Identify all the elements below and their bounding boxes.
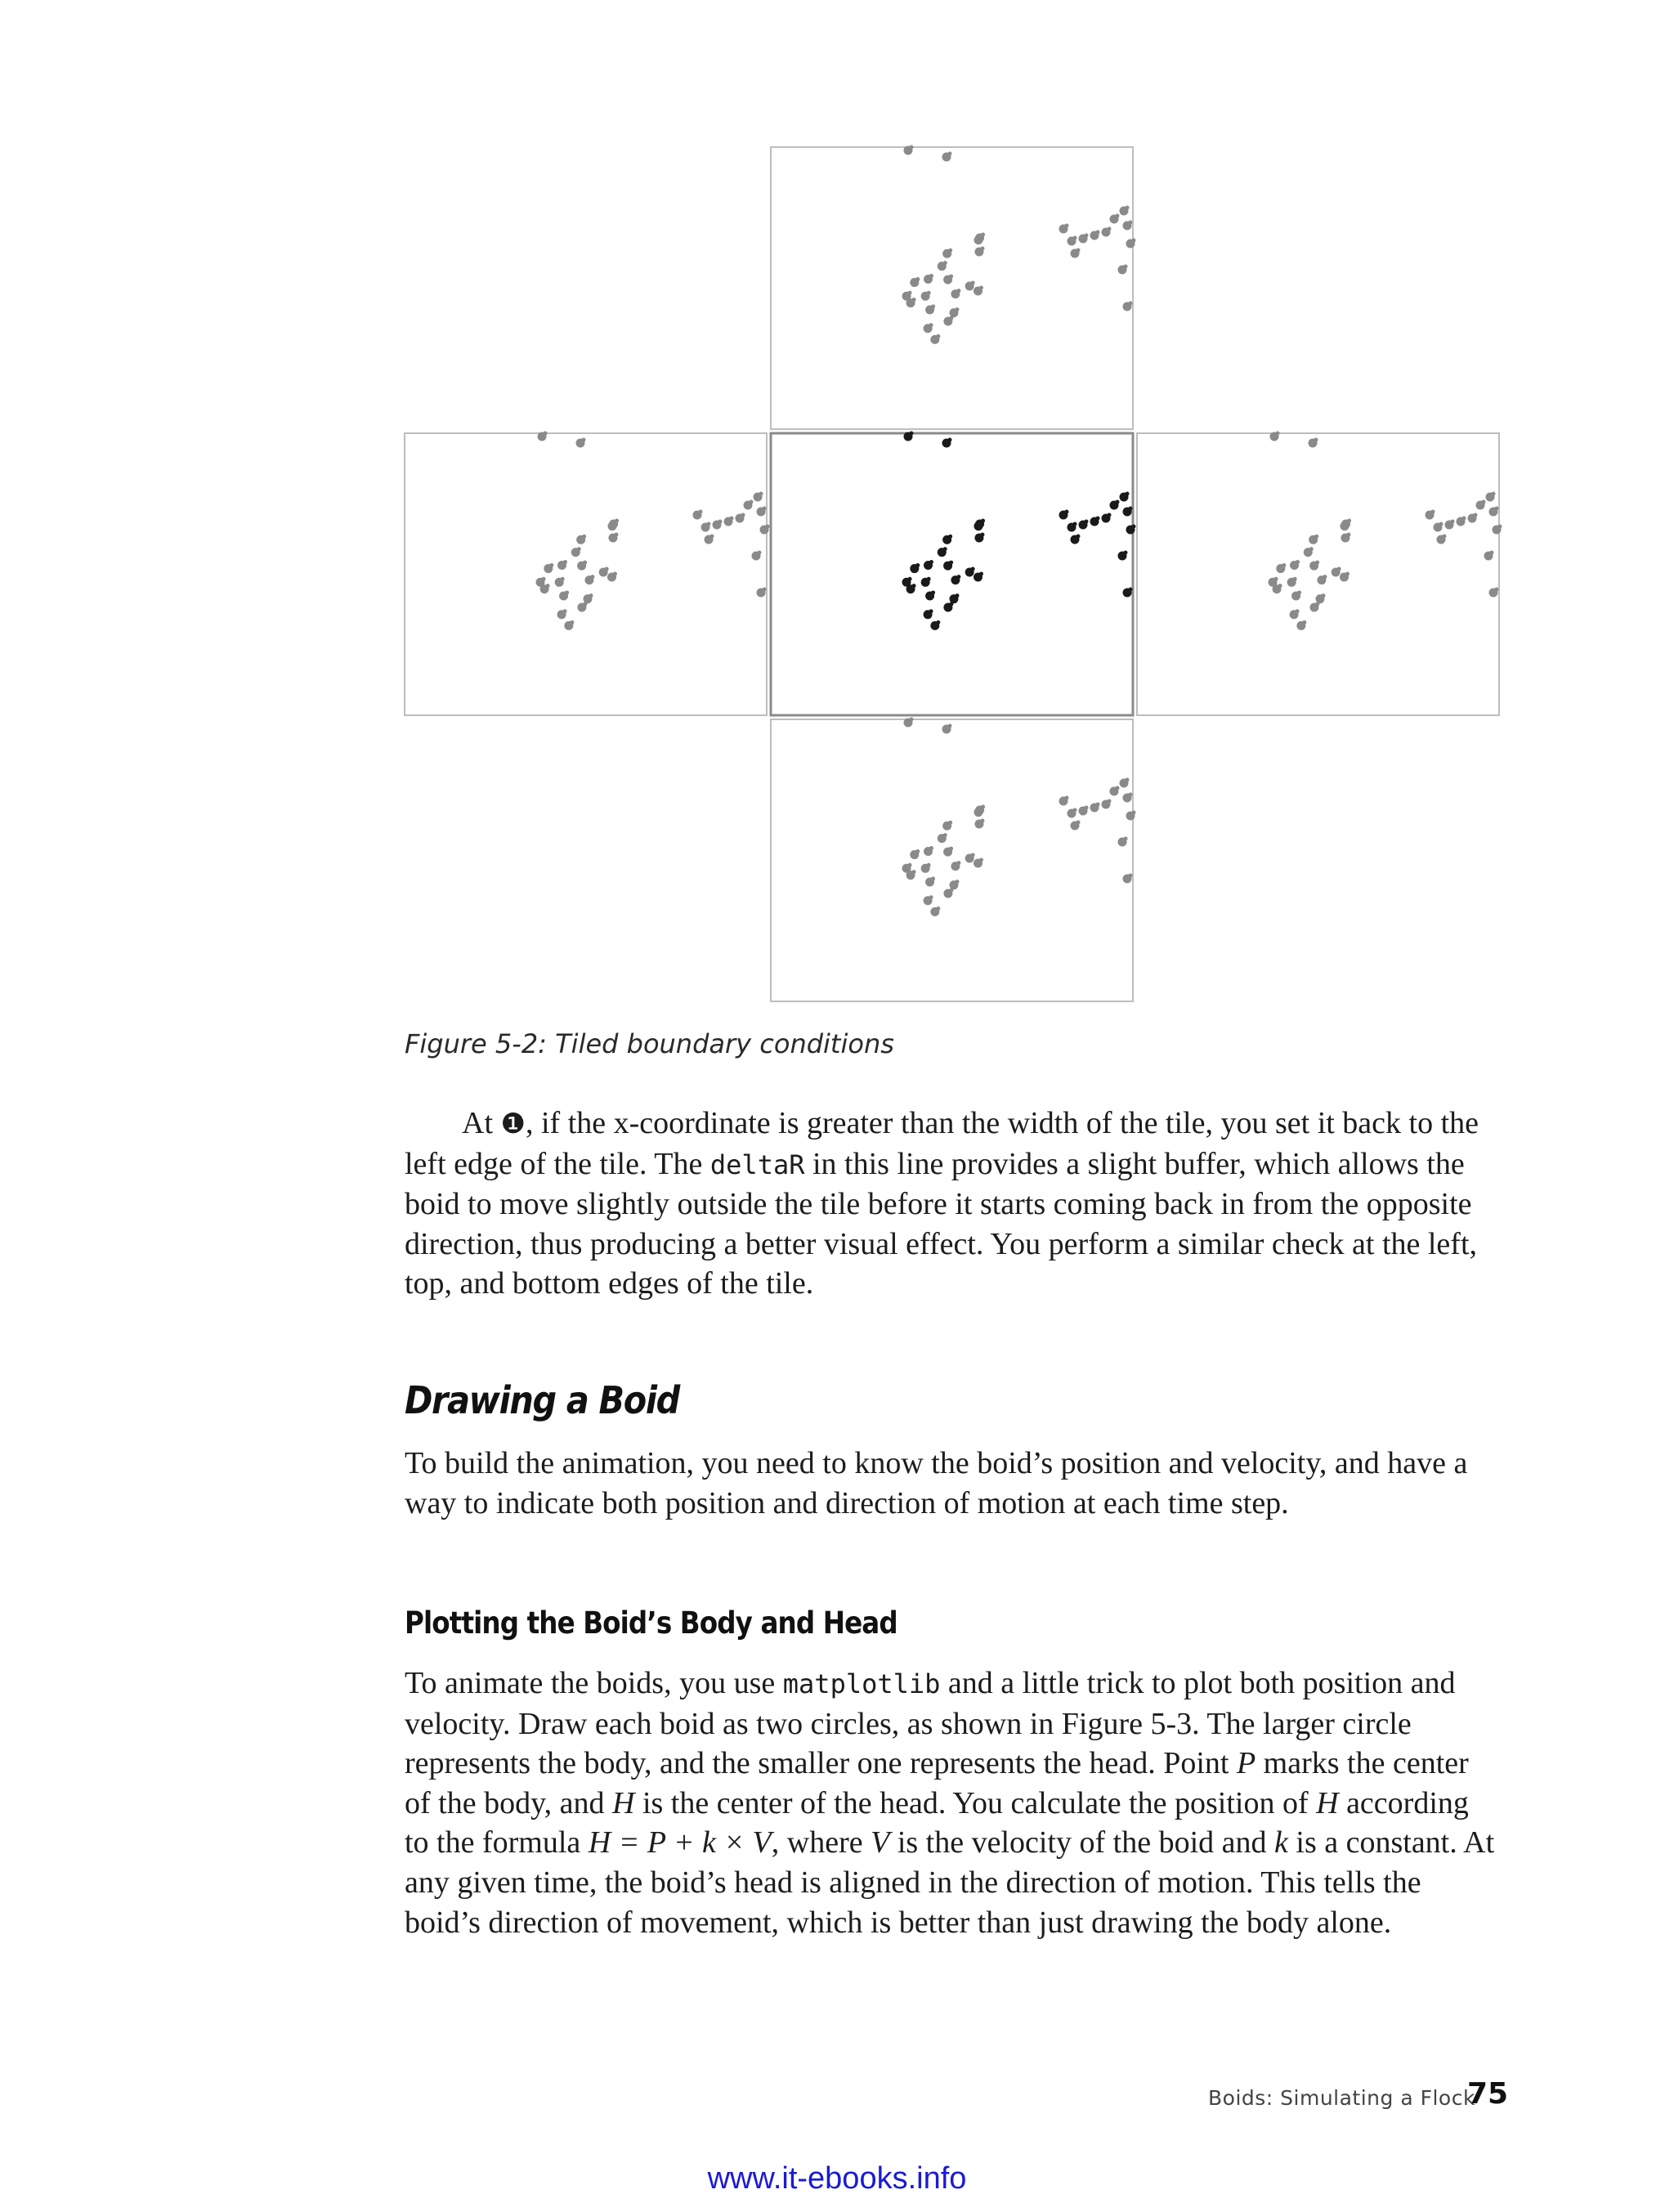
boid-head (1073, 808, 1077, 813)
boid-head (949, 888, 953, 892)
boid-head (1132, 811, 1136, 815)
boid-head (1129, 793, 1133, 797)
boid-head (1096, 231, 1100, 235)
boid-head (936, 907, 940, 911)
boid-head (979, 285, 983, 289)
boid-head (589, 593, 593, 598)
boid-head (1132, 525, 1136, 529)
subsection-heading: Plotting the Boid’s Body and Head (405, 1605, 897, 1641)
tile-left (405, 433, 767, 715)
boid-head (570, 620, 574, 625)
boid-head (1431, 510, 1435, 514)
boid-head (1096, 803, 1100, 807)
boid-head (577, 547, 581, 551)
boid-head (1462, 517, 1466, 521)
boid-head (1129, 221, 1133, 225)
boid-head (582, 535, 586, 539)
boid-head (931, 590, 935, 594)
boid-head (971, 853, 975, 857)
boid-head (948, 438, 952, 442)
boid-head (971, 567, 975, 571)
boid-head (1293, 577, 1297, 581)
boid-head (929, 895, 933, 899)
boid-head (1076, 249, 1081, 253)
boid-head (929, 274, 933, 278)
boid-head (910, 432, 914, 436)
boid-head (561, 577, 565, 581)
boid-head (943, 833, 947, 837)
boid-head (948, 249, 952, 253)
boid-head (1126, 492, 1130, 496)
boid-head (549, 563, 553, 567)
boid-head (931, 876, 935, 880)
boid-head (583, 561, 587, 565)
boid-head (915, 563, 920, 567)
boid-head (943, 547, 947, 551)
boid-head (1492, 492, 1496, 496)
boid-head (1323, 575, 1327, 579)
boid-head (1076, 535, 1081, 539)
boid-head (718, 520, 723, 524)
boid-head (1124, 551, 1128, 555)
boid-head (908, 863, 912, 867)
boid-head (1124, 837, 1128, 841)
boid-head (908, 291, 912, 295)
boid-head (1276, 432, 1280, 436)
boid-head (1282, 563, 1286, 567)
boid-head (955, 307, 959, 311)
boid-head (1439, 522, 1443, 526)
boid-head (1065, 224, 1069, 228)
boid-head (1116, 214, 1120, 218)
boid-head (1073, 522, 1077, 526)
boid-head (542, 577, 546, 581)
boid-head (936, 620, 940, 625)
boid-head (1132, 239, 1136, 243)
boid-head (741, 513, 745, 517)
boid-head (1345, 571, 1349, 575)
boid-head (763, 507, 767, 511)
boid-head (912, 298, 916, 302)
boid-head (1124, 265, 1128, 269)
boid-head (910, 718, 914, 722)
boid-head (1129, 874, 1133, 878)
page-number: 75 (1467, 2077, 1509, 2111)
boid-head (1302, 620, 1306, 625)
boid-head (1129, 588, 1133, 592)
boid-head (583, 602, 587, 606)
boid-head (763, 588, 767, 592)
boid-head (949, 316, 953, 320)
boid-head (949, 561, 953, 565)
boid-head (948, 821, 952, 825)
boid-head (1065, 510, 1069, 514)
boid-head (1108, 513, 1112, 517)
boid-head (605, 567, 609, 571)
tile-right (1137, 433, 1499, 715)
boid-head (1314, 438, 1318, 442)
boid-head (929, 846, 933, 850)
boid-head (1065, 796, 1069, 800)
boid-head (971, 281, 975, 285)
boid-head (544, 432, 548, 436)
boid-head (1347, 518, 1351, 522)
boid-head (1451, 520, 1455, 524)
boid-head (1278, 584, 1282, 588)
boid-head (1126, 206, 1130, 210)
boid-head (949, 275, 953, 279)
boid-head (1096, 517, 1100, 521)
boid-head (929, 609, 933, 613)
boid-head (929, 323, 933, 327)
inline-code-matplotlib: matplotlib (782, 1668, 941, 1699)
boid-head (1337, 567, 1341, 571)
boid-head (1116, 786, 1120, 790)
boid-head (1076, 821, 1081, 825)
boid-head (915, 849, 920, 853)
boid-head (931, 304, 935, 308)
boid-head (546, 584, 550, 588)
boid-head (759, 492, 763, 496)
boid-head (908, 577, 912, 581)
boid-head (563, 560, 567, 564)
boid-head (1498, 525, 1502, 529)
inline-code-deltaR: deltaR (709, 1149, 805, 1180)
boid-head (980, 533, 984, 537)
paragraph-body-head: To animate the boids, you use matplotlib and a little trick to plot both position and velocity. Draw each boid as two circles, as shown in Figure 5-3. The larger circle represents the body, and the smaller one represents the head. Point P marks the center of the body, and H is the center of the head. You calculate the position of H according to the formula H = P + k × V, where V is the velocity of the boid and k is a constant. At any given time, the boid’s head is aligned in the direction of motion. This tells the boid’s direction of movement, which is better than just drawing the body alone. (405, 1666, 1495, 1940)
boid-head (936, 334, 940, 338)
boid-head (948, 152, 952, 156)
boid-head (912, 870, 916, 874)
paragraph-boundary: At ❶, if the x-coordinate is greater than the width of the tile, you set it back to the left edge of the tile. The deltaR in this line provides a slight buffer, which allows the boid to move slightly outside the tile before it starts coming back in from the opposite direction, thus producing a better visual effect. You perform a similar check at the left, top, and bottom edges of the tile. (405, 1106, 1479, 1301)
boid-head (1490, 551, 1494, 555)
tiled-boundary-figure (0, 0, 1674, 1014)
paragraph-intro: To build the animation, you need to know the boid’s position and velocity, and have a way to indicate both position and direction of motion at each time step. (405, 1446, 1468, 1520)
boid-head (1297, 590, 1301, 594)
boid-head (563, 609, 567, 613)
boid-head (1314, 535, 1318, 539)
tile-bottom (771, 719, 1133, 1001)
boid-head (955, 593, 959, 598)
boid-head (1443, 535, 1447, 539)
boid-head (1129, 302, 1133, 306)
boid-head (582, 438, 586, 442)
boid-head (949, 602, 953, 606)
boid-head (1085, 234, 1089, 238)
boid-head (1315, 561, 1319, 565)
boid-head (615, 518, 619, 522)
boid-head (956, 575, 960, 579)
boid-head (730, 517, 734, 521)
callout-marker-1: ❶ (500, 1108, 526, 1140)
formula: H = P + k × V (588, 1825, 772, 1860)
boid-head (1108, 227, 1112, 231)
boid-head (981, 518, 985, 522)
boid-head (613, 571, 617, 575)
boid-head (1129, 507, 1133, 511)
boid-head (1315, 602, 1319, 606)
boid-head (1085, 806, 1089, 810)
boid-head (929, 560, 933, 564)
boid-head (1116, 500, 1120, 504)
boid-head (955, 880, 959, 884)
boid-head (915, 277, 920, 281)
boid-head (1495, 507, 1499, 511)
boid-head (565, 590, 569, 594)
boid-head (948, 724, 952, 728)
boid-head (758, 551, 762, 555)
boid-head (750, 500, 754, 504)
boid-head (979, 571, 983, 575)
boid-head (707, 522, 711, 526)
running-footer-title: Boids: Simulating a Flock (1208, 2086, 1475, 2110)
boid-head (979, 857, 983, 862)
tile-top (771, 147, 1133, 429)
boid-head (956, 289, 960, 293)
boid-head (1274, 577, 1278, 581)
boid-head (766, 525, 770, 529)
boid-head (980, 247, 984, 251)
boid-head (1073, 236, 1077, 240)
boid-head (1085, 520, 1089, 524)
boid-head (956, 861, 960, 865)
boid-head (1296, 560, 1300, 564)
boid-head (943, 261, 947, 265)
figure-caption: Figure 5-2: Tiled boundary conditions (405, 1028, 894, 1059)
boid-head (927, 577, 931, 581)
boid-head (980, 819, 984, 823)
section-heading: Drawing a Boid (405, 1378, 679, 1422)
boid-head (1482, 500, 1486, 504)
boid-head (1321, 593, 1325, 598)
boid-head (927, 863, 931, 867)
boid-head (614, 533, 618, 537)
boid-head (948, 535, 952, 539)
boid-head (1108, 799, 1112, 804)
boid-head (710, 535, 714, 539)
boid-head (927, 291, 931, 295)
boid-head (912, 584, 916, 588)
boid-head (1495, 588, 1499, 592)
boid-head (981, 804, 985, 808)
boid-head (981, 232, 985, 236)
boid-head (1346, 533, 1350, 537)
tile-center (771, 433, 1133, 715)
boid-head (1309, 547, 1314, 551)
watermark-link[interactable]: www.it-ebooks.info (707, 2161, 967, 2196)
boid-head (1296, 609, 1300, 613)
boid-head (949, 847, 953, 851)
boid-head (699, 510, 703, 514)
boid-head (1474, 513, 1478, 517)
boid-head (910, 146, 914, 150)
boid-head (1126, 778, 1130, 782)
boid-head (590, 575, 594, 579)
